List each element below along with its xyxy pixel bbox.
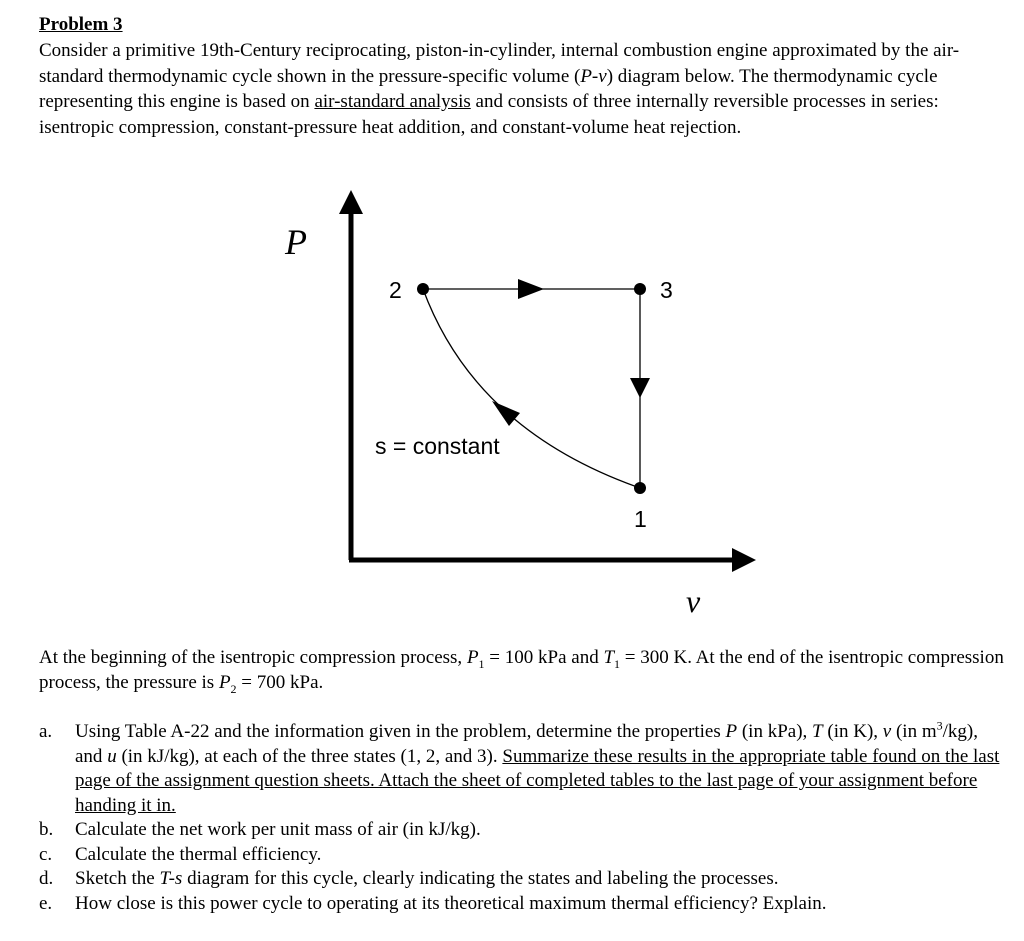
process-2-3-arrowhead xyxy=(518,279,544,299)
question-label: a. xyxy=(39,721,53,742)
x-axis-label: v xyxy=(686,583,701,619)
question-a-text-4: (in m xyxy=(891,721,937,742)
given-text-4: = 700 kPa. xyxy=(236,672,324,693)
state-1-label: 1 xyxy=(634,506,647,532)
p2-symbol: P xyxy=(218,672,231,693)
symbol-u: u xyxy=(107,745,117,767)
problem-title: Problem 3 xyxy=(39,14,123,35)
question-d xyxy=(39,867,1009,892)
symbol-t: T xyxy=(812,721,823,742)
y-axis-label: P xyxy=(285,222,307,262)
intro-pv-symbol: P-v xyxy=(580,65,607,87)
symbol-p: P xyxy=(725,721,738,742)
question-b-text: Calculate the net work per unit mass of air (in kJ/kg). xyxy=(75,819,481,840)
given-text-2: = 100 kPa and xyxy=(484,647,604,668)
process-3-1-arrowhead xyxy=(630,378,650,398)
question-c-text: Calculate the thermal efficiency. xyxy=(75,843,322,865)
state-2-label: 2 xyxy=(389,277,402,303)
state-3-label: 3 xyxy=(660,277,673,303)
t1-subscript: 1 xyxy=(614,656,621,671)
x-axis-arrowhead xyxy=(732,548,756,572)
question-a-text-1: Using Table A-22 and the information given in the problem, determine the properties xyxy=(75,721,726,742)
process-1-2-arrowhead xyxy=(492,401,520,426)
y-axis-arrowhead xyxy=(339,190,363,214)
ts-symbol: T-s xyxy=(159,868,183,889)
given-conditions xyxy=(39,645,1009,695)
question-label: c. xyxy=(39,843,53,865)
intro-underlined-phrase: air-standard analysis xyxy=(314,91,471,112)
state-3-point xyxy=(634,283,646,295)
question-c xyxy=(39,843,1009,868)
state-1-point xyxy=(634,482,646,494)
intro-text-2: ) diagram below. The thermodynamic cycle representing this engine is based on xyxy=(39,65,938,112)
intro-text-3: and consists of three internally reversible processes in series: isentropic compression, constant-pressure heat addition, and constant-volume heat rejection. xyxy=(39,91,939,138)
p1-subscript: 1 xyxy=(478,656,485,671)
question-e-text: How close is this power cycle to operating at its theoretical maximum thermal efficiency? Explain. xyxy=(75,892,827,914)
p2-subscript: 2 xyxy=(230,681,237,696)
state-2-point xyxy=(417,283,429,295)
p1-symbol: P xyxy=(466,647,479,668)
question-e xyxy=(39,892,1009,917)
question-label: e. xyxy=(39,892,53,914)
question-a-text-5: /kg), and xyxy=(75,721,978,767)
question-a-instructions: Summarize these results in the appropriate table found on the last page of the assignment question sheets. Attach the sheet of completed tables to the last page of your assignment before handing it in. xyxy=(75,745,1000,816)
question-b xyxy=(39,818,1009,843)
question-label: b. xyxy=(39,819,54,840)
question-a-text-2: (in kPa), xyxy=(737,721,813,742)
given-text-3: = 300 K. At the end of the isentropic compression process, the pressure is xyxy=(39,647,1004,693)
t1-symbol: T xyxy=(603,647,615,668)
question-d-text-1: Sketch the xyxy=(75,868,160,889)
question-label: d. xyxy=(39,868,54,889)
given-text-1: At the beginning of the isentropic compression process, xyxy=(39,647,467,668)
question-d-text-2: diagram for this cycle, clearly indicating the states and labeling the processes. xyxy=(182,868,779,889)
cubed-superscript: 3 xyxy=(936,718,943,733)
process-1-2-label: s = constant xyxy=(375,433,500,459)
symbol-v: v xyxy=(882,721,892,742)
question-list xyxy=(39,720,1009,916)
question-a-text-6: (in kJ/kg), at each of the three states (1, 2, and 3). xyxy=(116,745,503,767)
question-a-text-3: (in K), xyxy=(822,721,883,742)
question-a xyxy=(39,720,1009,818)
intro-text-1: Consider a primitive 19th-Century reciprocating, piston-in-cylinder, internal combustion engine approximated by the air-standard thermodynamic cycle shown in the pressure-specific volume ( xyxy=(39,40,960,87)
